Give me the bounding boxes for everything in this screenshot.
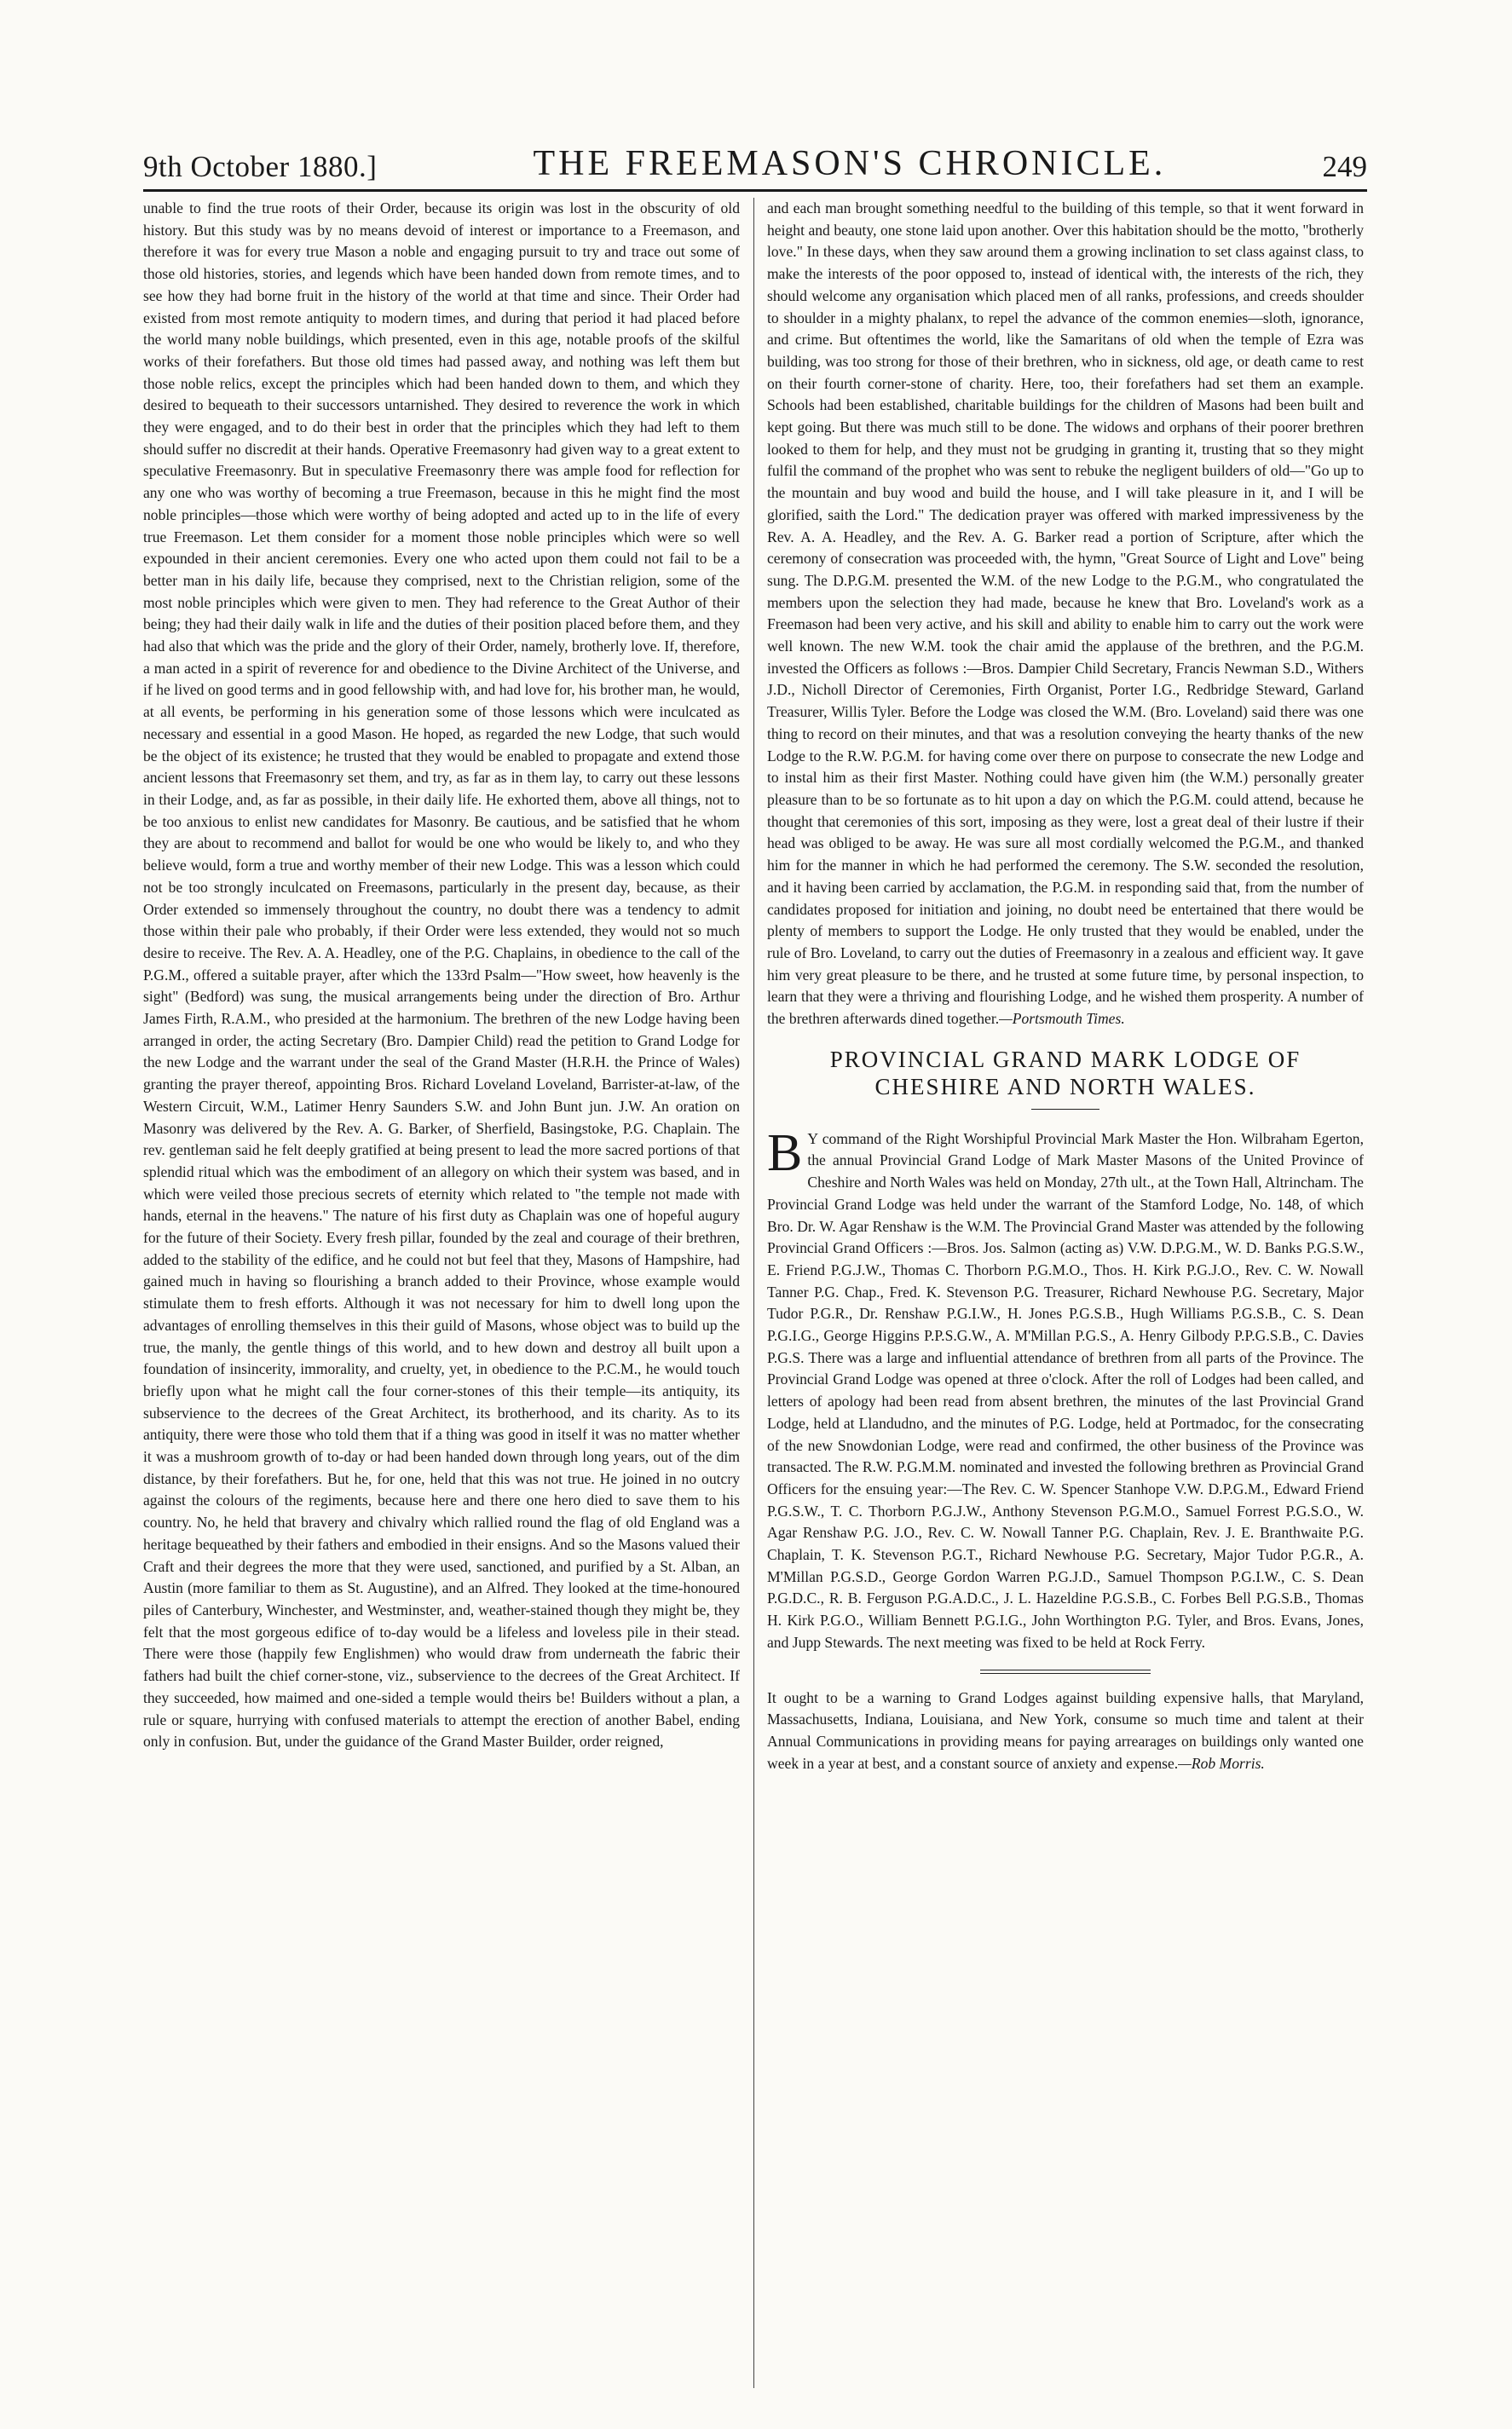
continued-article-text [767, 198, 1364, 1030]
article-text: Y command of the Right Worshipful Provincial Mark Master the Hon. Wilbraham Egerton, the annual Provincial Grand Lodge of Mark Master Masons of the United Province of Cheshire and North Wales was held on Monday, 27th ult., at the Town Hall, Altrincham. The Provincial Grand Lodge was held under the warrant of the Stamford Lodge, No. 148, of which Bro. Dr. W. Agar Renshaw is the W.M. The Provincial Grand Master was attended by the following Provincial Grand Officers :—Bros. Jos. Salmon (acting as) V.W. D.P.G.M., W. D. Banks P.G.S.W., E. Friend P.G.J.W., Thomas C. Thorborn P.G.M.O., Thos. H. Kirk P.G.J.O., Rev. C. W. Nowall Tanner P.G. Chap., Fred. K. Stevenson P.G. Treasurer, Richard Newhouse P.G. Secretary, Major Tudor P.G.R., Dr. Renshaw P.G.I.W., H. Jones P.G.S.B., Hugh Williams P.G.S.B., C. S. Dean P.G.I.G., George Higgins P.P.S.G.W., A. M'Millan P.G.S., A. Henry Gilbody P.P.G.S.B., C. Davies P.G.S. There was a large and influential attendance of brethren from all parts of the Province. The Provincial Grand Lodge was opened at three o'clock. After the roll of Lodges had been called, and letters of apology had been read from absent brethren, the minutes of the last Provincial Grand Lodge, held at Llandudno, and the minutes of P.G. Lodge, held at Portmadoc, for the consecrating of the new Snowdonian Lodge, were read and confirmed, the other business of the Province was transacted. The R.W. P.G.M.M. nominated and invested the following brethren as Provincial Grand Officers for the ensuing year:—The Rev. C. W. Spencer Stanhope V.W. D.P.G.M., Edward Friend P.G.S.W., T. C. Thorborn P.G.J.W., Anthony Stevenson P.G.M.O., Samuel Forrest P.G.S.O., W. Agar Renshaw P.G. J.O., Rev. C. W. Nowall Tanner P.G. Chaplain, Rev. J. E. Branthwaite P.G. Chaplain, T. K. Stevenson P.G.T., Richard Newhouse P.G. Secretary, Major Tudor P.G.R., A. M'Millan P.G.S.D., George Gordon Warren P.G.J.D., Samuel Thompson P.G.I.W., C. S. Dean P.G.D.C., R. B. Ferguson P.G.A.D.C., J. L. Hazeldine P.G.S.B., C. Forbes Bell P.G.S.B., Thomas H. Kirk P.G.O., William Bennett P.G.I.G., John Worthington P.G. Tyler, and Bros. Evans, Jones, and Jupp Stewards. The next meeting was fixed to be held at Rock Ferry. [767, 1129, 1364, 1651]
article-heading-line-2: CHESHIRE AND NORTH WALES. [874, 1073, 1256, 1099]
continued-article-attribution: —Portsmouth Times. [999, 1010, 1125, 1028]
note-text: It ought to be a warning to Grand Lodges against building expensive halls, that Maryland, Massachusetts, Indiana, Louisiana, and New York, consume so much time and talent at their Annual Communications in providing means for paying arrearages on buildings only wanted one week in a year at best, and a constant source of anxiety and expense. [767, 1688, 1364, 1772]
heading-rule [1031, 1109, 1099, 1110]
note-attribution: —Rob Morris. [1178, 1754, 1265, 1772]
article-heading-line-1: PROVINCIAL GRAND MARK LODGE OF [829, 1046, 1301, 1072]
article-body [767, 1123, 1364, 1654]
masthead-rule [143, 189, 1367, 192]
left-column [143, 198, 740, 2388]
publication-title: THE FREEMASON'S CHRONICLE. [533, 144, 1167, 183]
right-column [767, 198, 1364, 2388]
left-column-text: unable to find the true roots of their Order, because its origin was lost in the obscurity of old history. But this study was by no means devoid of interest or importance to a Freemason, and therefore it was for every true Mason a noble and engaging pursuit to try and trace out some of those old histories, stories, and legends which have been handed down from remote times, and to see how they had borne fruit in the history of the world at that time and since. Their Order had existed from most remote antiquity to modern times, and during that period it had placed before the world many noble buildings, which presented, even in this age, notable proofs of the skilful works of their forefathers. But those old times had passed away, and nothing was left them but those noble relics, except the principles which had been handed down to them, and which they desired to bequeath to their successors untarnished. They desired to reverence the work in which they were engaged, and to do their best in order that the principles which they had left to them should suffer no discredit at their hands. Operative Freemasonry had given way to a great extent to speculative Freemasonry. But in speculative Freemasonry there was ample food for reflection for any one who was worthy of becoming a true Freemason, because in this he might find the most noble principles—those which were worthy of being adopted and acted up to in the life of every true Freemason. Let them consider for a moment those noble principles which were so well expounded in their ancient ceremonies. Every one who acted upon them could not fail to be a better man in his daily life, because they comprised, next to the Christian religion, some of the most noble principles which were given to men. They had reference to the Great Author of their being; they had their daily walk in life and the duties of their position placed before them, and they had also that which was the pride and the glory of their Order, namely, brotherly love. If, therefore, a man acted in a spirit of reverence for and obedience to the Divine Architect of the Universe, and if he lived on good terms and in good fellowship with, and had love for, his brother man, he would, at all events, be performing in his generation some of those lessons which were inculcated as necessary and essential in a good Mason. He hoped, as regarded the new Lodge, that such would be the object of its existence; he trusted that they would be enabled to propagate and extend those ancient lessons that Freemasonry set them, and try, as far as in them lay, to carry out these lessons in their Lodge, and, as far as possible, in their daily life. He exhorted them, above all things, not to be too anxious to enlist new candidates for Masonry. Be cautious, and be satisfied that he whom they are about to recommend and ballot for would be one who would be likely to, and who they believe would, form a true and worthy member of their new Lodge. This was a lesson which could not be too strongly inculcated on Freemasons, particularly in the present day, because, as their Order extended so immensely throughout the country, no doubt there was a tendency to admit those within their pale who probably, if their Order were less extended, they would not so much desire to receive. The Rev. A. A. Headley, one of the P.G. Chaplains, in obedience to the call of the P.G.M., offered a suitable prayer, after which the 133rd Psalm—"How sweet, how heavenly is the sight" (Bedford) was sung, the musical arrangements being under the direction of Bro. Arthur James Firth, R.A.M., who presided at the harmonium. The brethren of the new Lodge having been arranged in order, the acting Secretary (Bro. Dampier Child) read the petition to Grand Lodge for the new Lodge and the warrant under the seal of the Grand Master (H.R.H. the Prince of Wales) granting the prayer thereof, appointing Bros. Richard Loveland Loveland, Barrister-at-law, of the Western Circuit, W.M., Latimer Henry Saunders S.W. and John Bunt jun. J.W. An oration on Masonry was delivered by the Rev. A. G. Barker, of Sherfield, Basingstoke, P.G. Chaplain. The rev. gentleman said he felt deeply gratified at being present to lead the more sacred portions of that splendid ritual which was the embodiment of an allegory on which their system was based, and in which were veiled those precious secrets of eternity which related to "the temple not made with hands, eternal in the heavens." The nature of his first duty as Chaplain was one of hopeful augury for the future of their Society. Every fresh pillar, founded by the zeal and courage of their brethren, added to the stability of the edifice, and he could not but feel that they, Masons of Hampshire, had gained much in having so flourishing a branch added to their Province, whose example would stimulate them to fresh efforts. Although it was not necessary for him to dwell long upon the advantages of enrolling themselves in this their guild of Masons, whose object was to build up the true, the manly, the gentle things of this world, and to hew down and destroy all built upon a foundation of insincerity, immorality, and cruelty, yet, in obedience to the P.C.M., he would touch briefly upon what he might call the four corner-stones of this their temple—its antiquity, its subservience to the decrees of the Great Architect, its brotherhood, and its charity. As to its antiquity, there were those who told them that if a thing was good in itself it was no matter whether it was a mushroom growth of to-day or had been handed down through long years, out of the dim distance, by their forefathers. But he, for one, held that this was not true. He joined in no outcry against the colours of the regiments, because here and there one hero died to save them to his country. No, he held that bravery and chivalry which rallied round the flag of old England was a heritage bequeathed by their fathers and embodied in their ensigns. And so the Masons valued their Craft and their degrees the more that they were used, sanctioned, and purified by a St. Alban, an Austin (more familiar to them as St. Augustine), and an Alfred. They looked at the time-honoured piles of Canterbury, Winchester, and Westminster, and, weather-stained though they might be, they felt that the most gorgeous edifice of to-day would be a lifeless and loveless pile in their stead. There were those (happily few Englishmen) who would draw from underneath the fabric their fathers had built the chief corner-stone, viz., subservience to the decrees of the Great Architect. If they succeeded, how maimed and one-sided a temple would theirs be! Builders without a plan, a rule or square, hurrying with confused materials to attempt the erection of another Babel, ending only in confusion. But, under the guidance of the Grand Master Builder, order reigned, [143, 199, 740, 1751]
issue-date: 9th October 1880.] [143, 150, 378, 183]
section-separator [980, 1670, 1151, 1674]
note-paragraph [767, 1688, 1364, 1775]
page-number: 249 [1322, 150, 1367, 183]
masthead [143, 133, 1367, 184]
continued-article-body: and each man brought something needful to the building of this temple, so that it went forward in height and beauty, one stone laid upon another. Over this habitation should be the motto, "brotherly love." In these days, when they saw around them a growing inclination to set class against class, to make the interests of the poor opposed to, instead of identical with, the interests of the rich, they should welcome any organisation which placed men of all ranks, professions, and creeds shoulder to shoulder in a mighty phalanx, to repel the advance of the common enemies—sloth, ignorance, and crime. But oftentimes the world, like the Samaritans of old when the temple of Ezra was building, was too strong for those of their brethren, who in sickness, old age, or death came to rest on their fourth corner-stone of charity. Here, too, their forefathers had set them an example. Schools had been established, charitable buildings for the children of Masons had been built and kept going. But there was much still to be done. The widows and orphans of their poorer brethren looked to them for help, and they must not be grudging in granting it, trusting that so they might fulfil the command of the prophet who was sent to rebuke the negligent builders of old—"Go up to the mountain and buy wood and build the house, and I will take pleasure in it, and I will be glorified, saith the Lord." The dedication prayer was offered with marked impressiveness by the Rev. A. A. Headley, and the Rev. A. G. Barker read a portion of Scripture, after which the ceremony of consecration was proceeded with, the hymn, "Great Source of Light and Love" being sung. The D.P.G.M. presented the W.M. of the new Lodge to the P.G.M., who congratulated the members upon the selection they had made, because he knew that Bro. Loveland's work as a Freemason had been very active, and his skill and ability to enable him to carry out the work were well known. The new W.M. took the chair amid the applause of the brethren, and the P.G.M. invested the Officers as follows :—Bros. Dampier Child Secretary, Francis Newman S.D., Withers J.D., Nicholl Director of Ceremonies, Firth Organist, Porter I.G., Redbridge Steward, Garland Treasurer, Willis Tyler. Before the Lodge was closed the W.M. (Bro. Loveland) said there was one thing to record on their minutes, and that was a resolution conveying the hearty thanks of the new Lodge to the R.W. P.G.M. for having come over there on purpose to consecrate the new Lodge and to instal him as their first Master. Nothing could have given him (the W.M.) personally greater pleasure than to be so fortunate as to hit upon a day on which the P.G.M. could attend, because he thought that ceremonies of this sort, imposing as they were, lost a great deal of their lustre if their head was obliged to be away. He was sure all most cordially welcomed the P.G.M., and thanked him for the manner in which he had performed the ceremony. The S.W. seconded the resolution, and it having been carried by acclamation, the P.G.M. in responding said that, from the number of candidates proposed for initiation and joining, no doubt need be entertained that there would be plenty of members to support the Lodge. He only trusted that they would be enabled, under the rule of Bro. Loveland, to carry out the duties of Freemasonry in a zealous and efficient way. It gave him very great pleasure to be there, and he trusted at some future time, by personal inspection, to learn that they were a thriving and flourishing Lodge, and he wished them prosperity. A number of the brethren afterwards dined together. [767, 199, 1364, 1028]
drop-cap: B [767, 1123, 803, 1182]
column-divider [753, 198, 754, 2388]
article-heading [767, 1046, 1364, 1100]
